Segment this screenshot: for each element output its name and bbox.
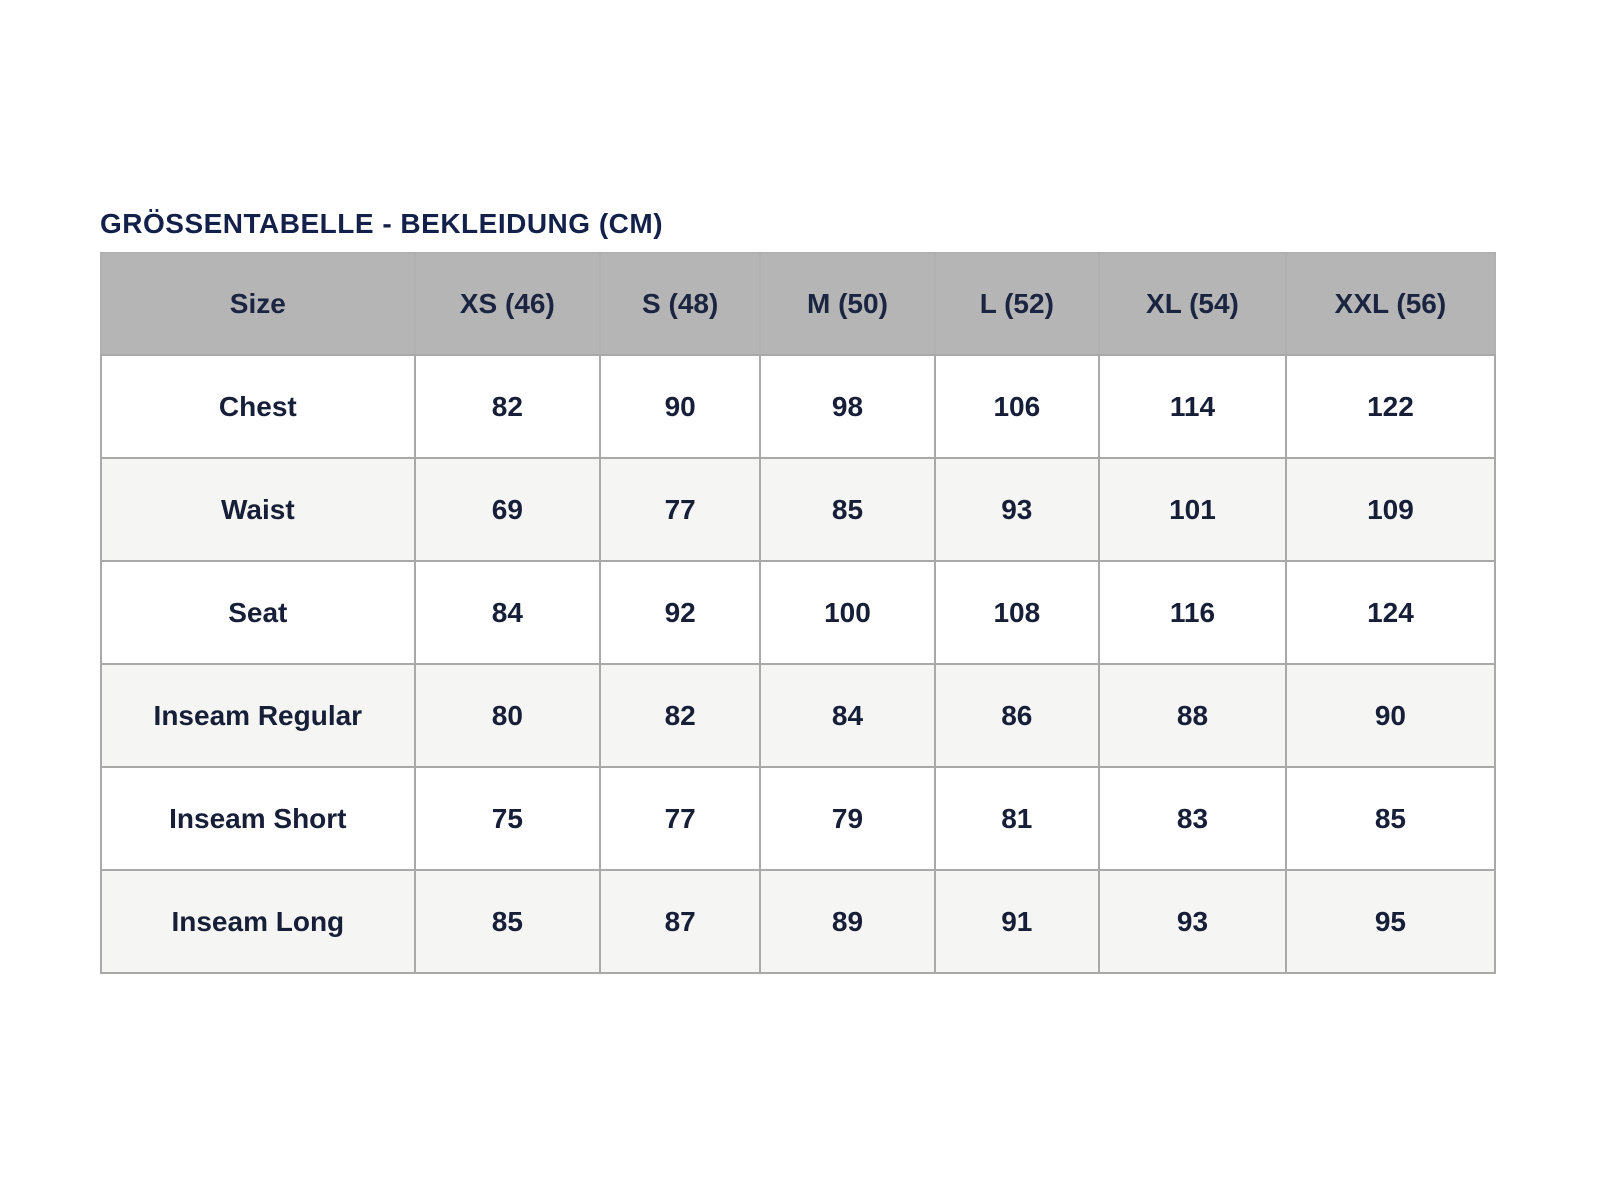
cell-value: 90 — [1286, 664, 1495, 767]
cell-value: 85 — [760, 458, 934, 561]
size-table — [100, 252, 1496, 974]
cell-value: 85 — [415, 870, 600, 973]
cell-value: 95 — [1286, 870, 1495, 973]
cell-value: 80 — [415, 664, 600, 767]
cell-value: 122 — [1286, 355, 1495, 458]
cell-value: 92 — [600, 561, 760, 664]
cell-value: 83 — [1099, 767, 1286, 870]
cell-value: 101 — [1099, 458, 1286, 561]
cell-value: 87 — [600, 870, 760, 973]
cell-value: 91 — [935, 870, 1099, 973]
row-label: Waist — [101, 458, 415, 561]
table-row — [101, 664, 1495, 767]
cell-value: 85 — [1286, 767, 1495, 870]
table-row — [101, 355, 1495, 458]
cell-value: 77 — [600, 458, 760, 561]
cell-value: 84 — [760, 664, 934, 767]
cell-value: 109 — [1286, 458, 1495, 561]
table-header-row — [101, 253, 1495, 355]
page-title: GRÖSSENTABELLE - BEKLEIDUNG (CM) — [100, 208, 664, 239]
cell-value: 82 — [600, 664, 760, 767]
column-header: S (48) — [600, 253, 760, 355]
cell-value: 89 — [760, 870, 934, 973]
column-header: XXL (56) — [1286, 253, 1495, 355]
column-header: XS (46) — [415, 253, 600, 355]
table-row — [101, 870, 1495, 973]
cell-value: 69 — [415, 458, 600, 561]
cell-value: 81 — [935, 767, 1099, 870]
cell-value: 84 — [415, 561, 600, 664]
cell-value: 86 — [935, 664, 1099, 767]
row-label: Inseam Long — [101, 870, 415, 973]
column-header: M (50) — [760, 253, 934, 355]
cell-value: 77 — [600, 767, 760, 870]
cell-value: 75 — [415, 767, 600, 870]
cell-value: 93 — [935, 458, 1099, 561]
cell-value: 100 — [760, 561, 934, 664]
cell-value: 93 — [1099, 870, 1286, 973]
row-label: Chest — [101, 355, 415, 458]
cell-value: 90 — [600, 355, 760, 458]
cell-value: 116 — [1099, 561, 1286, 664]
column-header: L (52) — [935, 253, 1099, 355]
cell-value: 79 — [760, 767, 934, 870]
row-label: Inseam Short — [101, 767, 415, 870]
column-header-size: Size — [101, 253, 415, 355]
table-row — [101, 767, 1495, 870]
table-row — [101, 561, 1495, 664]
cell-value: 98 — [760, 355, 934, 458]
cell-value: 82 — [415, 355, 600, 458]
cell-value: 106 — [935, 355, 1099, 458]
cell-value: 108 — [935, 561, 1099, 664]
row-label: Inseam Regular — [101, 664, 415, 767]
column-header: XL (54) — [1099, 253, 1286, 355]
table-row — [101, 458, 1495, 561]
cell-value: 124 — [1286, 561, 1495, 664]
cell-value: 88 — [1099, 664, 1286, 767]
cell-value: 114 — [1099, 355, 1286, 458]
row-label: Seat — [101, 561, 415, 664]
